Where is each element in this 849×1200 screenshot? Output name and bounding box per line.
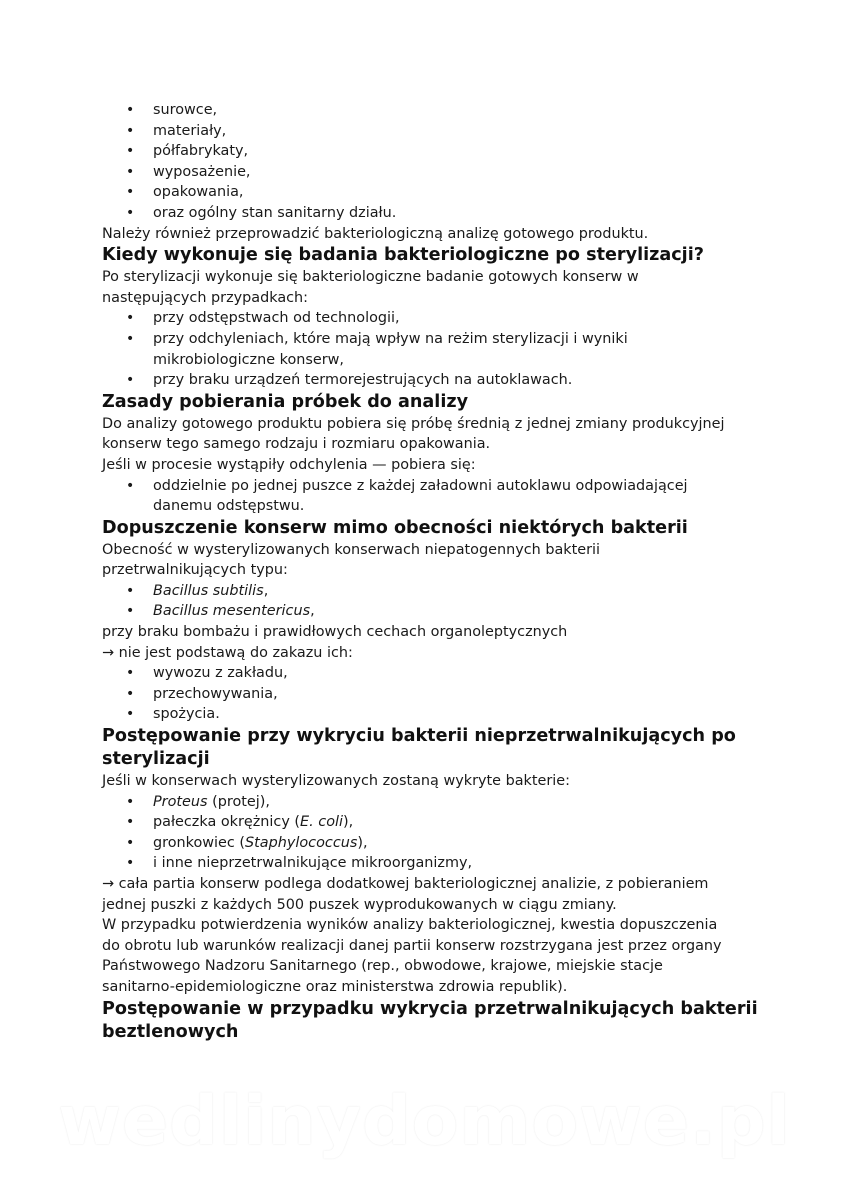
species-name: Bacillus mesentericus — [153, 603, 311, 620]
paragraph: Należy również przeprowadzić bakteriologiczną analizę gotowego produktu. — [102, 225, 649, 242]
paragraph-line: Obecność w wysterylizowanych konserwach niepatogennych bakterii — [102, 541, 601, 558]
list-item: • surowce, — [102, 100, 742, 121]
paragraph-line: przy braku bombażu i prawidłowych cechach organoleptycznych — [102, 624, 568, 641]
paragraph-line: → nie jest podstawą do zakazu ich: — [102, 644, 353, 661]
document-page — [102, 100, 758, 1044]
list-item-line: • oddzielnie po jednej puszce z każdej załadowni autoklawu odpowiadającej — [153, 477, 688, 494]
paragraph-line: Jeśli w konserwach wysterylizowanych zostaną wykryte bakterie: — [102, 773, 570, 790]
paragraph-line: sanitarno-epidemiologiczne oraz ministerstwa zdrowia republik). — [102, 978, 568, 995]
section-heading: Dopuszczenie konserw mimo obecności niektórych bakterii — [102, 517, 688, 538]
paragraph-line: przetrwalnikujących typu: — [102, 562, 288, 579]
list-item-line: danemu odstępstwu. — [153, 498, 305, 515]
paragraph-line: następujących przypadkach: — [102, 289, 309, 306]
section-heading: Postępowanie przy wykryciu bakterii nieprzetrwalnikujących po — [102, 726, 736, 747]
list-item: • przechowywania, — [102, 684, 742, 705]
section-heading: Zasady pobierania próbek do analizy — [102, 391, 469, 412]
list-item — [102, 476, 742, 517]
paragraph-line: konserw tego samego rodzaju i rozmiaru opakowania. — [102, 436, 491, 453]
list-item: • materiały, — [102, 121, 742, 142]
list-item: • przy braku urządzeń termorejestrujących na autoklawach. — [102, 370, 742, 391]
deviation-list — [102, 476, 742, 517]
bacteria-list — [102, 581, 742, 622]
list-item: • przy odstępstwach od technologii, — [102, 308, 742, 329]
paragraph-line: Do analizy gotowego produktu pobiera się próbę średnią z jednej zmiany produkcyjnej — [102, 415, 725, 432]
species-name: Bacillus subtilis — [153, 582, 264, 599]
list-item: • Proteus (protej), — [102, 792, 742, 813]
list-item: • Bacillus mesentericus, — [102, 601, 742, 622]
section-heading: Kiedy wykonuje się badania bakteriologiczne po sterylizacji? — [102, 245, 704, 266]
list-item: • Bacillus subtilis, — [102, 581, 742, 602]
list-item: • spożycia. — [102, 704, 742, 725]
list-item-line: mikrobiologiczne konserw, — [153, 351, 344, 368]
list-item: • gronkowiec (Staphylococcus), — [102, 833, 742, 854]
list-item: • wywozu z zakładu, — [102, 663, 742, 684]
section-heading: Postępowanie w przypadku wykrycia przetrwalnikujących bakterii — [102, 998, 758, 1019]
not-banned-list — [102, 663, 742, 725]
list-item: • opakowania, — [102, 182, 742, 203]
species-name: Proteus — [153, 793, 208, 810]
non-spore-bacteria-list — [102, 792, 742, 874]
paragraph-line: Państwowego Nadzoru Sanitarnego (rep., obwodowe, krajowe, miejskie stacje — [102, 958, 663, 975]
list-item: • oraz ogólny stan sanitarny działu. — [102, 203, 742, 224]
paragraph-line: do obrotu lub warunków realizacji danej partii konserw rozstrzygana jest przez organy — [102, 937, 722, 954]
paragraph-line: jednej puszki z każdych 500 puszek wyprodukowanych w ciągu zmiany. — [102, 896, 617, 913]
paragraph-line: Jeśli w procesie wystąpiły odchylenia — pobiera się: — [102, 456, 476, 473]
list-item-line: • przy odchyleniach, które mają wpływ na reżim sterylizacji i wyniki — [153, 330, 628, 347]
list-item: • i inne nieprzetrwalnikujące mikroorganizmy, — [102, 853, 742, 874]
cases-list — [102, 308, 742, 390]
species-name: Staphylococcus — [245, 834, 358, 851]
paragraph-line: W przypadku potwierdzenia wyników analizy bakteriologicznej, kwestia dopuszczenia — [102, 917, 718, 934]
paragraph-line: → cała partia konserw podlega dodatkowej bakteriologicznej analizie, z pobieraniem — [102, 876, 709, 892]
list-item: • pałeczka okrężnicy (E. coli), — [102, 812, 742, 833]
species-name: E. coli — [300, 814, 344, 831]
list-item: • wyposażenie, — [102, 162, 742, 183]
list-item: • półfabrykaty, — [102, 141, 742, 162]
paragraph-line: Po sterylizacji wykonuje się bakteriologiczne badanie gotowych konserw w — [102, 269, 639, 286]
watermark: wedlinydomowe.pl — [58, 1082, 791, 1161]
section-heading-cont: beztlenowych — [102, 1021, 239, 1042]
sampling-list — [102, 100, 742, 224]
list-item — [102, 329, 742, 370]
section-heading-cont: sterylizacji — [102, 749, 210, 770]
